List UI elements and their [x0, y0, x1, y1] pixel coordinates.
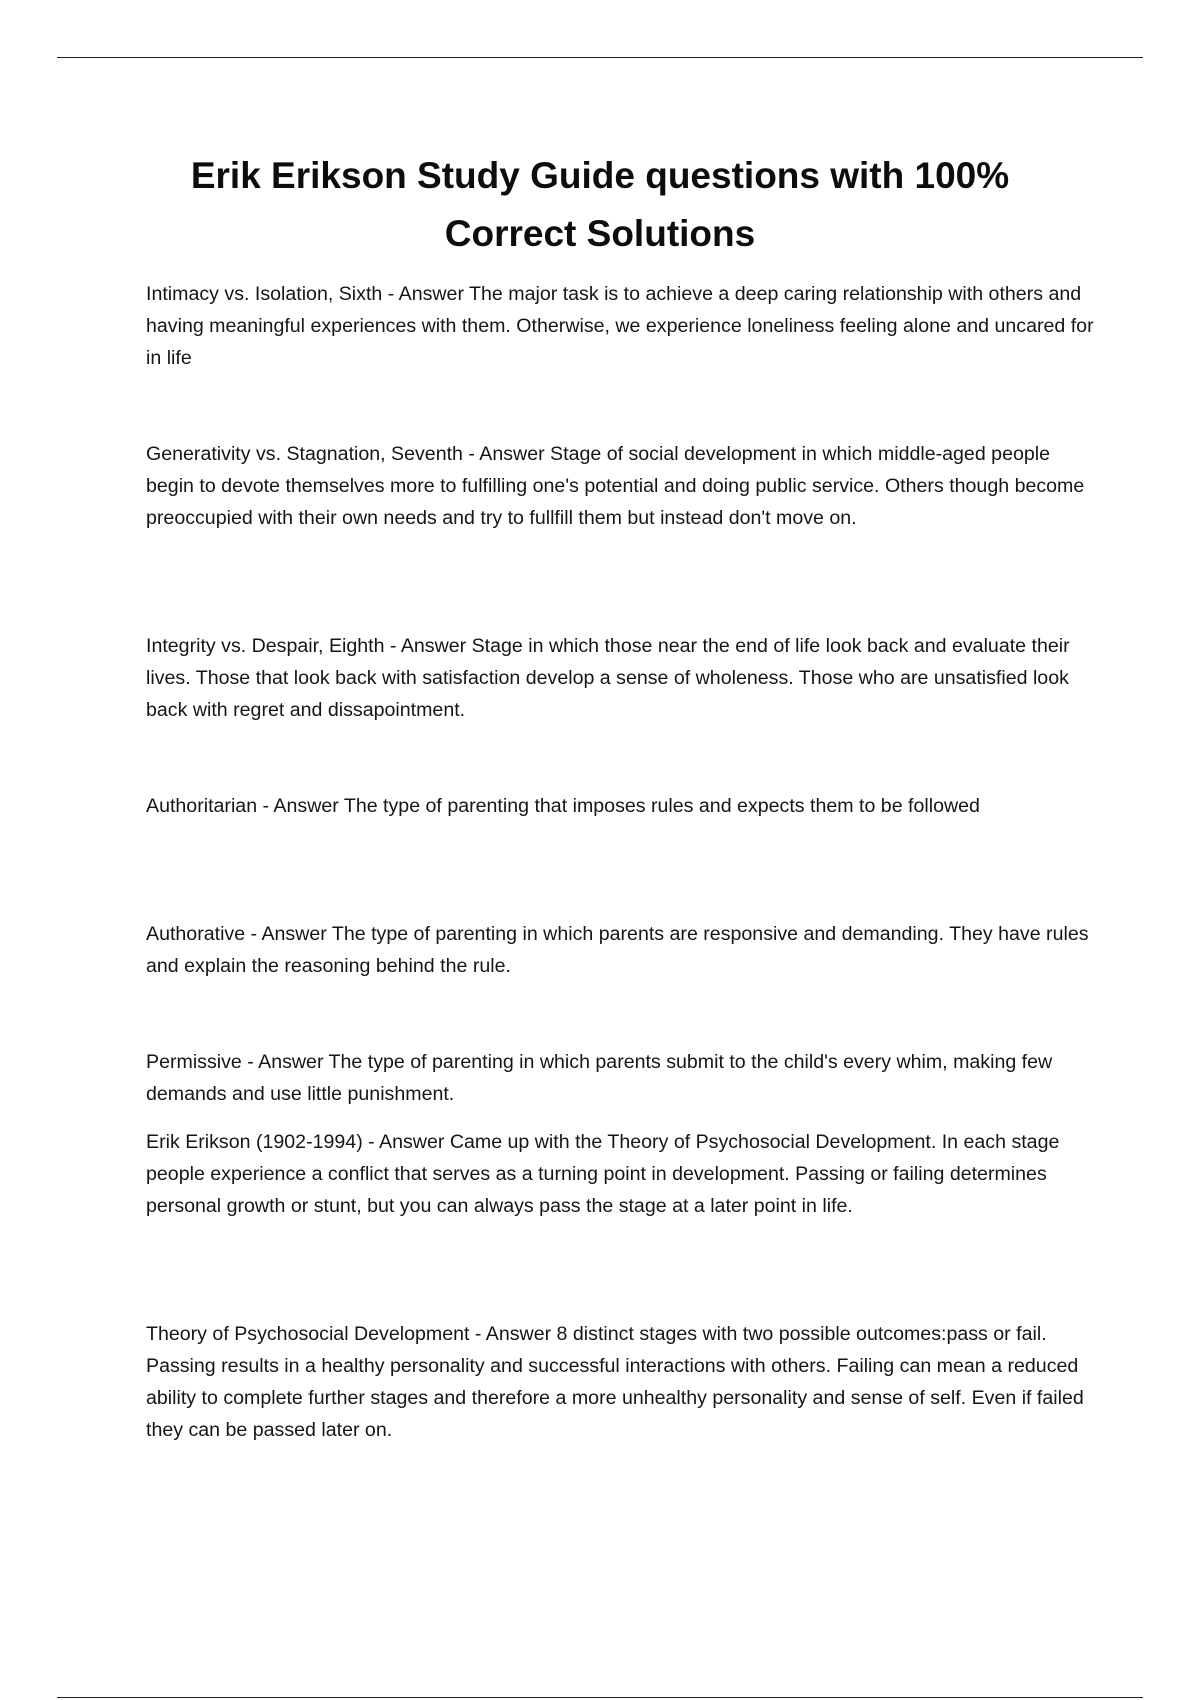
qa-entry-erik-erikson: Erik Erikson (1902-1994) - Answer Came up with the Theory of Psychosocial Development. In each stage people experience a conflict that serves as a turning point in development. Passing or failing determines personal growth or stunt, but you can always pass the stage at a later point in life.	[146, 1131, 1060, 1217]
qa-entry-generativity: Generativity vs. Stagnation, Seventh - Answer Stage of social development in which middle-aged people begin to devote themselves more to fulfilling one's potential and doing public service. Others though become preoccupied with their own needs and try to fullfill them but instead don't move on.	[146, 443, 1085, 529]
qa-entry-permissive: Permissive - Answer The type of parenting in which parents submit to the child's every whim, making few demands and use little punishment.	[146, 1051, 1053, 1105]
qa-entry-authoritarian: Authoritarian - Answer The type of parenting that imposes rules and expects them to be followed	[146, 795, 980, 817]
qa-entry-integrity: Integrity vs. Despair, Eighth - Answer Stage in which those near the end of life look back and evaluate their lives. Those that look back with satisfaction develop a sense of wholeness. Those who are unsatisfied look back with regret and dissapointment.	[146, 635, 1070, 721]
qa-entry-theory: Theory of Psychosocial Development - Answer 8 distinct stages with two possible outcomes:pass or fail. Passing results in a healthy personality and successful interactions with others. Failing can mean a reduced ability to complete further stages and therefore a more unhealthy personality and sense of self. Even if failed they can be passed later on.	[146, 1323, 1084, 1441]
bottom-divider	[57, 1697, 1143, 1698]
page-title: Erik Erikson Study Guide questions with 100% Correct Solutions	[190, 155, 1010, 254]
qa-entry-authorative: Authorative - Answer The type of parenting in which parents are responsive and demanding. They have rules and explain the reasoning behind the rule.	[146, 923, 1089, 977]
qa-entry-intimacy: Intimacy vs. Isolation, Sixth - Answer The major task is to achieve a deep caring relationship with others and having meaningful experiences with them. Otherwise, we experience loneliness feeling alone and uncared for in life	[146, 283, 1094, 369]
top-divider	[57, 57, 1143, 58]
